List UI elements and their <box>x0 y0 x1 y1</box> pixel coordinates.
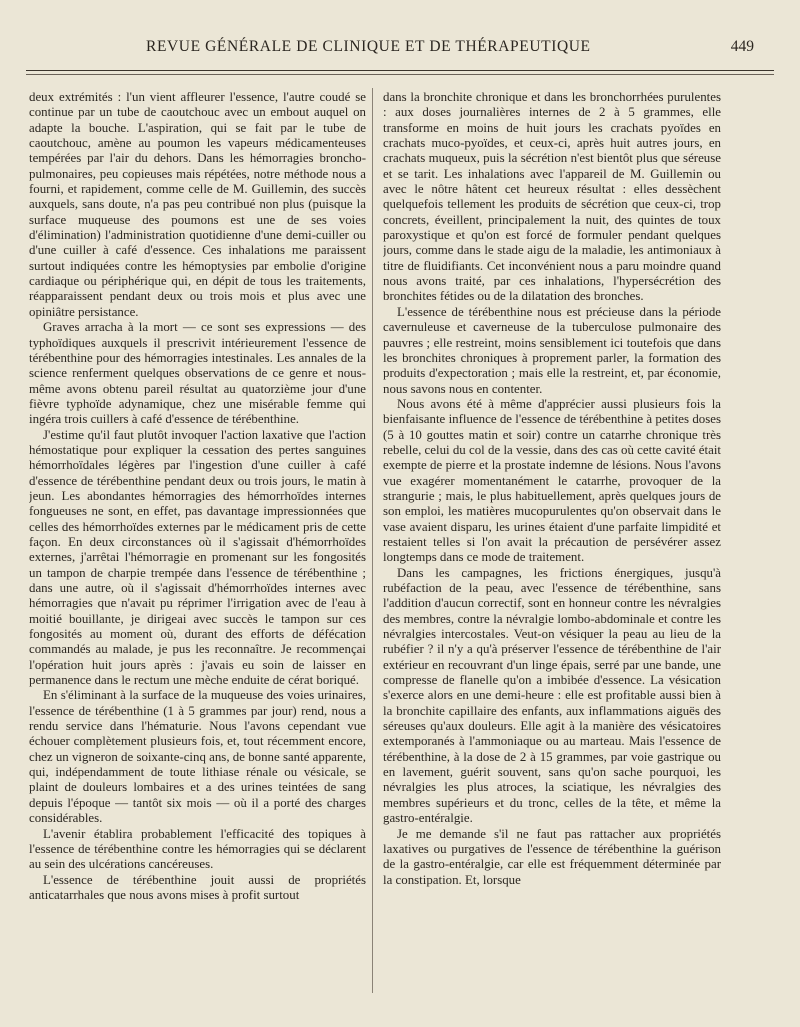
left-column <box>29 90 366 995</box>
paragraph: L'essence de térébenthine nous est précieuse dans la période cavernuleuse et caverneuse de la tuberculose pulmonaire des pauvres ; elle restreint, moins sensiblement ici toutefois que dans les bronchites chroniques à proprement parler, la formation des produits d'expectoration ; mais elle la restreint, et, par économie, nous savons nous en contenter. <box>383 304 721 396</box>
paragraph: En s'éliminant à la surface de la muqueuse des voies urinaires, l'essence de térébenthine (1 à 5 grammes par jour) rend, nous a rendu service dans l'hématurie. Nous l'avons cependant vue échouer complètement plusieurs fois, et, tout récemment encore, chez un vigneron de soixante-cinq ans, de bonne santé apparente, qui, indépendamment de toute lithiase rénale ou vésicale, se plaint de douleurs lombaires et a des urines teintées de sang depuis l'époque — tantôt six mois — où il a porté des charges considérables. <box>29 688 366 826</box>
running-header <box>26 36 774 64</box>
paragraph: L'essence de térébenthine jouit aussi de propriétés anticatarrhales que nous avons mises à profit surtout <box>29 872 366 902</box>
column-divider <box>372 88 373 993</box>
header-rule-thin <box>26 74 774 75</box>
right-column <box>383 90 721 995</box>
paragraph: deux extrémités : l'un vient affleurer l'essence, l'autre coudé se continue par un tube de caoutchouc avec un embout auquel on adapte la bouche. L'aspiration, qui se fait par le tube de caoutchouc, amène au poumon les vapeurs médicamenteuses tempérées par l'air du dehors. Dans les hémorragies broncho-pulmonaires, peu copieuses mais répétées, notre méthode nous a fourni, et rapidement, comme celle de M. Guillemin, des succès auxquels, sans doute, n'a pas peu contribué non plus (puisque la surface muqueuse des poumons est une de ses voies d'élimination) l'administration quotidienne d'une demi-cuiller ou d'une cuiller à café d'essence. Ces inhalations me paraissent surtout indiquées contre les hémoptysies par embolie d'origine cardiaque ou périphérique qui, en dépit de tous les traitements, réapparaissent pendant deux ou trois mois et plus avec une opiniâtre persistance. <box>29 90 366 319</box>
header-rule <box>26 70 774 71</box>
page-number: 449 <box>730 38 754 55</box>
paragraph: L'avenir établira probablement l'efficacité des topiques à l'essence de térébenthine contre les hémorragies qui se déclarent au sein des ulcérations cancéreuses. <box>29 826 366 872</box>
paragraph: Dans les campagnes, les frictions énergiques, jusqu'à rubéfaction de la peau, avec l'essence de térébenthine, sans l'addition d'aucun correctif, sont en honneur contre les névralgies des membres, contre la névralgie lombo-abdominale et contre les névralgies intercostales. Veut-on vésiquer la peau au lieu de la rubéfier ? il n'y a qu'à préserver l'essence de térébenthine de l'air extérieur en recouvrant d'un linge épais, serré par une bande, une compresse de flanelle qu'on a imbibée d'essence. La vésication s'exerce alors en une demi-heure : elle est profitable aussi bien à la bronchite capillaire des enfants, aux inflammations aiguës des séreuses qu'aux douleurs. Elle agit à la manière des vésicatoires extemporanés à l'ammoniaque ou au marteau. Mais l'essence de térébenthine, à la dose de 2 à 15 grammes, par voie gastrique ou en lavement, guérit souvent, sans qu'on sache pourquoi, les névralgies les plus atroces, la sciatique, les névralgies des membres supérieurs et du tronc, celles de la tête, et même la gastro-entéralgie. <box>383 565 721 826</box>
paragraph: Graves arracha à la mort — ce sont ses expressions — des typhoïdiques auxquels il prescrivit intérieurement l'essence de térébenthine pour des hémorragies intestinales. Les annales de la science renferment quelques observations de ce genre et nous-même avons obtenu pareil résultat au quatorzième jour d'une fièvre typhoïde adynamique, chez une misérable femme qui ingéra trois cuillers à café d'essence de térébenthine. <box>29 320 366 427</box>
paragraph: dans la bronchite chronique et dans les bronchorrhées purulentes : aux doses journalières internes de 2 à 5 grammes, elle transforme en moins de huit jours les crachats pyoïdes en crachats muco-pyoïdes, et ceux-ci, après huit autres jours, en crachats muqueux, puis la sécrétion n'est bientôt plus que séreuse et se tarit. Les inhalations avec l'appareil de M. Guillemin ou avec le nôtre hâtent cet heureux résultat : elles dessèchent quelquefois tellement les produits de sécrétion que ceux-ci, trop concrets, éveillent, principalement la nuit, des quintes de toux paroxystique et qu'on est forcé de formuler pendant quelques jours, comme dans le stade aigu de la maladie, les antimoniaux à titre de fluidifiants. Cet inconvénient nous a paru moindre quand nous avons traité, par ces inhalations, l'hypersécrétion des bronchites fétides ou de la dilatation des bronches. <box>383 90 721 304</box>
paragraph: J'estime qu'il faut plutôt invoquer l'action laxative que l'action hémostatique pour expliquer la cessation des pertes sanguines hémorrhoïdales légères par l'ingestion d'une cuiller à café d'essence de térébenthine pendant deux ou trois jours, le matin à jeun. Les abondantes hémorragies des hémorrhoïdes internes fongueuses ne sont, en effet, pas davantage impressionnées que celles des hémorrhoïdes externes par le médicament pris de cette façon. En deux circonstances où il s'agissait d'hémorrhoïdes externes, j'arrêtai l'hémorragie en promenant sur les fongosités un tampon de charpie trempée dans l'essence de térébenthine ; dans une autre, où il s'agissait d'hémorrhoïdes internes avec hémorragies que n'avait pu réprimer l'irrigation avec de l'eau à moitié bouillante, je dirigeai avec succès le tampon sur ces fongosités au moment où, durant des efforts de défécation commandés au malade, je pus les reconnaître. Je recommençai l'opération huit jours après : j'avais eu soin de laisser en permanence dans le rectum une mèche enduite de cérat boriqué. <box>29 427 366 688</box>
journal-title: REVUE GÉNÉRALE DE CLINIQUE ET DE THÉRAPEUTIQUE <box>146 38 591 55</box>
paragraph: Nous avons été à même d'apprécier aussi plusieurs fois la bienfaisante influence de l'essence de térébenthine à petites doses (5 à 10 gouttes matin et soir) contre un catarrhe chronique très rebelle, celui du col de la vessie, dans des cas où cette cavité était exempte de pierre et la prostate indemne de lésions. Nous l'avons vue exagérer momentanément le catarrhe, provoquer de la strangurie ; mais, le plus habituellement, après quelques jours de son emploi, les matières mucopurulentes qu'on observait dans le vase avaient disparu, les urines étaient d'une parfaite limpidité et restaient telles si l'on avait la précaution de persévérer assez longtemps dans ce mode de traitement. <box>383 396 721 565</box>
paragraph: Je me demande s'il ne faut pas rattacher aux propriétés laxatives ou purgatives de l'essence de térébenthine la guérison de la gastro-entéralgie, car elle est fréquemment déterminée par la constipation. Et, lorsque <box>383 826 721 887</box>
